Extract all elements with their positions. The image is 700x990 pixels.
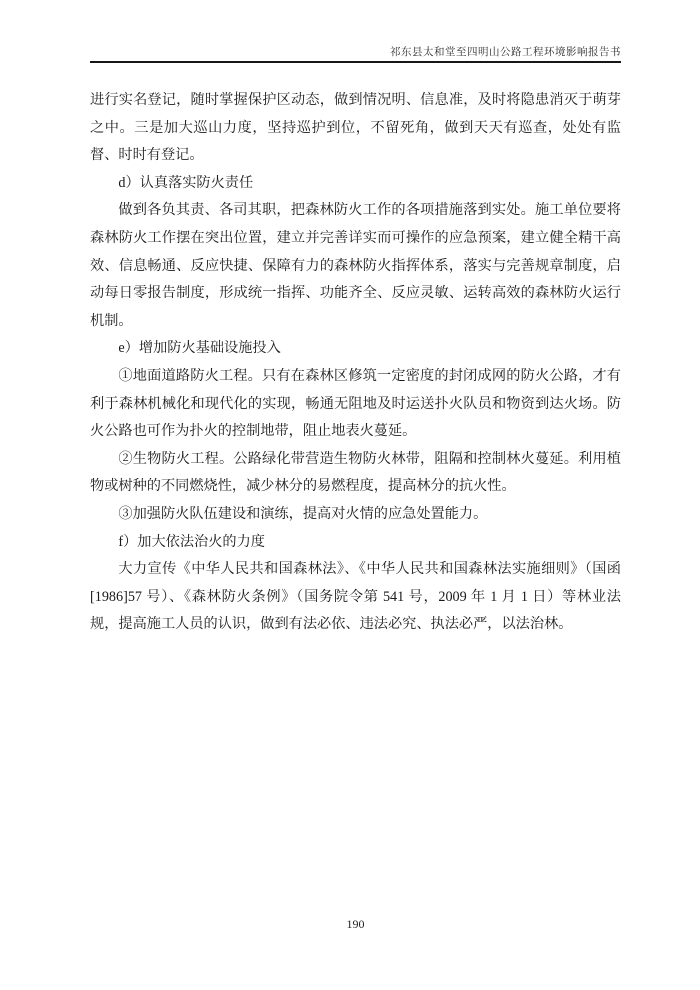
page-footer <box>90 917 621 932</box>
header-rule <box>90 61 621 63</box>
paragraph-fire-team-training: ③加强防火队伍建设和演练，提高对火情的应急处置能力。 <box>118 505 488 522</box>
paragraph-law-publicity: 大力宣传《中华人民共和国森林法》、《中华人民共和国森林法实施细则》（国函[1986]57 号）、《森林防火条例》（国务院令第 541 号，2009 年 1 月 1 日）等林业法规，提高施工人员的认识，做到有法必依、违法必究、执法必严，以法治林。 <box>90 561 621 633</box>
document-body <box>90 87 621 639</box>
section-heading-d: d）认真落实防火责任 <box>118 174 254 191</box>
section-heading-f: f）加大依法治火的力度 <box>118 533 265 550</box>
section-heading-e: e）增加防火基础设施投入 <box>118 340 281 357</box>
header-title: 祁东县太和堂至四明山公路工程环境影响报告书 <box>390 47 621 58</box>
paragraph-fire-responsibility: 做到各负其责、各司其职，把森林防火工作的各项措施落到实处。施工单位要将森林防火工作摆在突出位置，建立并完善详实而可操作的应急预案，建立健全精干高效、信息畅通、反应快捷、保障有力的森林防火指挥体系，落实与完善规章制度，启动每日零报告制度，形成统一指挥、功能齐全、反应灵敏、运转高效的森林防火运行机制。 <box>90 202 621 329</box>
paragraph-bio-fireproof-project: ②生物防火工程。公路绿化带营造生物防火林带，阻隔和控制林火蔓延。利用植物或树种的不同燃烧性，减少林分的易燃程度，提高林分的抗火性。 <box>90 450 621 495</box>
paragraph-patrol-registration: 进行实名登记，随时掌握保护区动态，做到情况明、信息准，及时将隐患消灭于萌芽之中。三是加大巡山力度，坚持巡护到位，不留死角，做到天天有巡查，处处有监督、时时有登记。 <box>90 92 621 164</box>
page-number: 190 <box>346 917 365 931</box>
paragraph-road-fireproof-project: ①地面道路防火工程。只有在森林区修筑一定密度的封闭成网的防火公路，才有利于森林机械化和现代化的实现，畅通无阻地及时运送扑火队员和物资到达火场。防火公路也可作为扑火的控制地带，阻止地表火蔓延。 <box>90 367 621 440</box>
